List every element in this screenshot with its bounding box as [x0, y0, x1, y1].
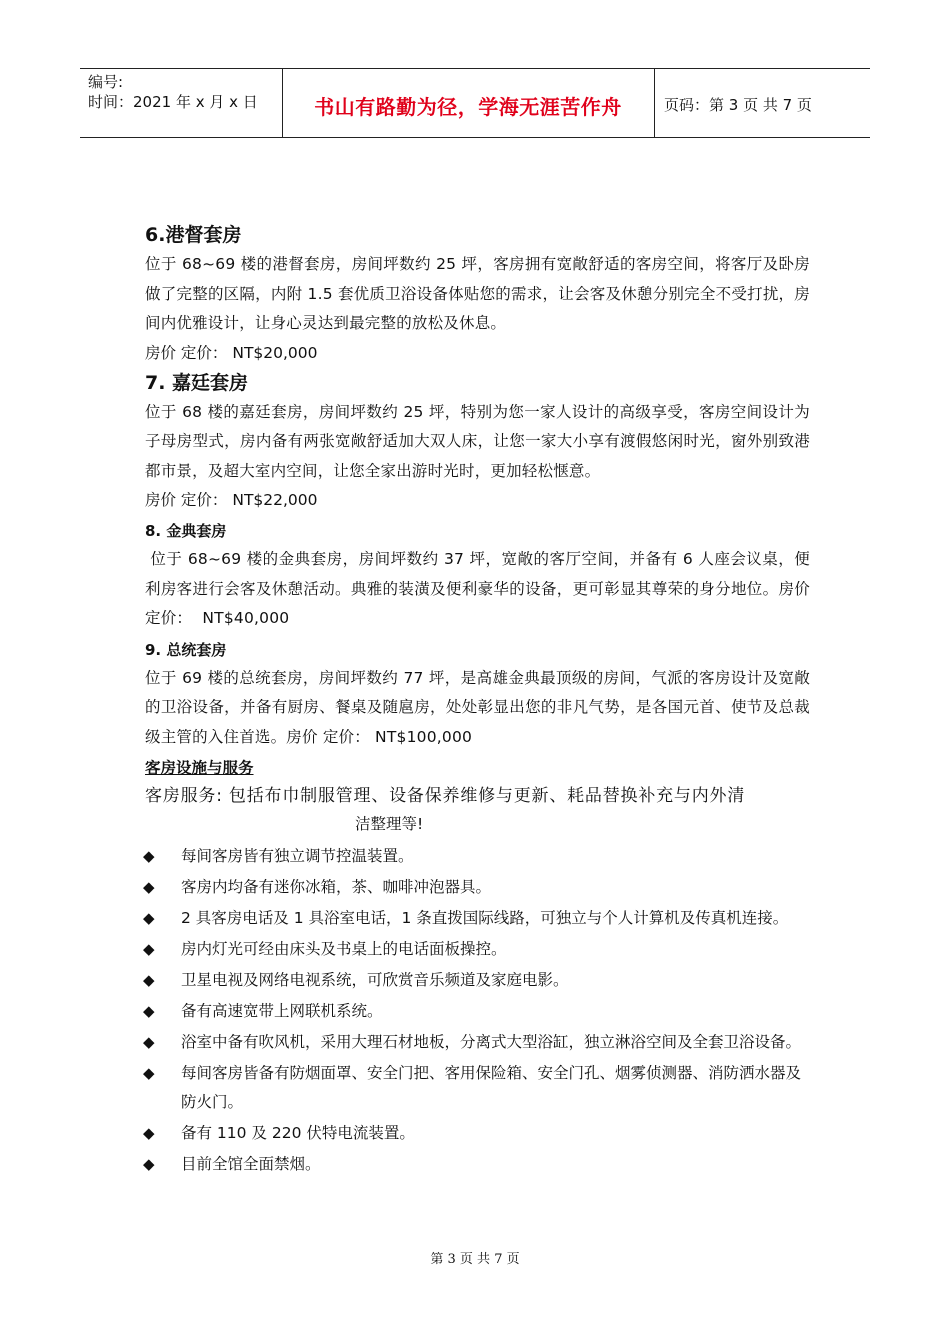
section-governor-suite	[145, 220, 810, 368]
diamond-bullet-icon: ◆	[143, 1002, 155, 1020]
facility-item-text: 目前全馆全面禁烟。	[181, 1155, 321, 1173]
room-service-line: 客房服务: 包括布巾制服管理、设备保养维修与更新、耗品替换补充与内外清	[145, 786, 746, 806]
facility-item-text: 备有高速宽带上网联机系统。	[181, 1002, 383, 1020]
facility-item-text: 客房内均备有迷你冰箱，茶、咖啡冲泡器具。	[181, 878, 492, 896]
section-golden-suite	[145, 517, 821, 634]
diamond-bullet-icon: ◆	[143, 847, 155, 865]
section-heading: 6.港督套房	[145, 224, 242, 246]
facility-item-text: 房内灯光可经由床头及书桌上的电话面板操控。	[181, 940, 507, 958]
section-heading: 9. 总统套房	[145, 640, 227, 659]
diamond-bullet-icon: ◆	[143, 971, 155, 989]
facility-list-item	[143, 873, 810, 902]
section-heading: 7. 嘉廷套房	[145, 371, 249, 394]
facility-item-text: 备有 110 及 220 伏特电流装置。	[181, 1124, 415, 1142]
section-heading: 8. 金典套房	[145, 522, 227, 540]
room-service-line-continued: 洁整理等!	[355, 815, 424, 833]
document-time-label: 时间：2021 年 x 月 x 日	[88, 93, 258, 111]
header-page-cell	[654, 69, 870, 137]
facilities-title: 客房设施与服务	[145, 759, 254, 777]
facilities-list	[145, 842, 810, 1179]
section-body: 位于 68 楼的嘉廷套房，房间坪数约 25 坪，特别为您一家人设计的高级享受，客房空间设计为子母房型式，房内备有两张宽敞舒适加大双人床，让您一家大小享有渡假悠闲时光，窗外别致港都市景，及超大室内空间，让您全家出游时光时，更加轻松惬意。	[145, 402, 810, 480]
facility-item-text: 卫星电视及网络电视系统，可欣赏音乐频道及家庭电影。	[181, 971, 569, 989]
header-motto-cell	[282, 69, 655, 137]
header-motto: 书山有路勤为径，学海无涯苦作舟	[314, 95, 622, 119]
facility-list-item	[143, 842, 810, 871]
diamond-bullet-icon: ◆	[143, 1033, 155, 1051]
section-jiating-suite	[145, 368, 810, 516]
facility-list-item	[143, 935, 810, 964]
facility-list-item	[143, 997, 810, 1026]
facility-item-text: 2 具客房电话及 1 具浴室电话，1 条直拨国际线路，可独立与个人计算机及传真机连接。	[181, 909, 789, 927]
page-header	[80, 68, 870, 138]
section-price: 房价 定价： NT$22,000	[145, 491, 318, 509]
facility-list-item	[143, 904, 810, 933]
facility-list-item	[143, 1150, 810, 1179]
facilities-section	[145, 754, 810, 1179]
section-body: 位于 68~69 楼的港督套房，房间坪数约 25 坪，客房拥有宽敞舒适的客房空间，将客厅及卧房做了完整的区隔，内附 1.5 套优质卫浴设备体贴您的需求，让会客及休憩分别完全不受打扰，房间内优雅设计，让身心灵达到最完整的放松及休息。	[145, 255, 810, 332]
section-body: 位于 68~69 楼的金典套房，房间坪数约 37 坪，宽敞的客厅空间，并备有 6 人座会议桌，便利房客进行会客及休憩活动。典雅的装潢及便利豪华的设备，更可彰显其尊荣的身分地位。房价 定价： NT$40,000	[145, 550, 821, 627]
section-price: 房价 定价： NT$20,000	[145, 343, 318, 362]
header-page-info: 页码：第 3 页 共 7 页	[664, 96, 812, 114]
facility-item-text: 浴室中备有吹风机，采用大理石材地板，分离式大型浴缸，独立淋浴空间及全套卫浴设备。	[181, 1033, 802, 1051]
facility-list-item	[143, 966, 810, 995]
document-body	[143, 220, 821, 1181]
page-footer: 第 3 页 共 7 页	[430, 1252, 520, 1267]
facility-list-item	[143, 1119, 810, 1148]
diamond-bullet-icon: ◆	[143, 1064, 155, 1082]
section-presidential-suite	[145, 636, 810, 753]
diamond-bullet-icon: ◆	[143, 940, 155, 958]
document-number-label: 编号:	[88, 73, 124, 91]
section-body: 位于 69 楼的总统套房，房间坪数约 77 坪，是高雄金典最顶级的房间，气派的客房设计及宽敞的卫浴设备，并备有厨房、餐桌及随扈房，处处彰显出您的非凡气势，是各国元首、使节及总裁级主管的入住首选。房价 定价： NT$100,000	[145, 668, 810, 746]
diamond-bullet-icon: ◆	[143, 1124, 155, 1142]
facility-item-text: 每间客房皆备有防烟面罩、安全门把、客用保险箱、安全门孔、烟雾侦测器、消防洒水器及防火门。	[181, 1064, 802, 1111]
facility-list-item	[143, 1028, 810, 1057]
facility-item-text: 每间客房皆有独立调节控温装置。	[181, 847, 414, 865]
diamond-bullet-icon: ◆	[143, 1155, 155, 1173]
diamond-bullet-icon: ◆	[143, 878, 155, 896]
facility-list-item	[143, 1059, 810, 1117]
header-meta-cell	[80, 69, 283, 137]
diamond-bullet-icon: ◆	[143, 909, 155, 927]
